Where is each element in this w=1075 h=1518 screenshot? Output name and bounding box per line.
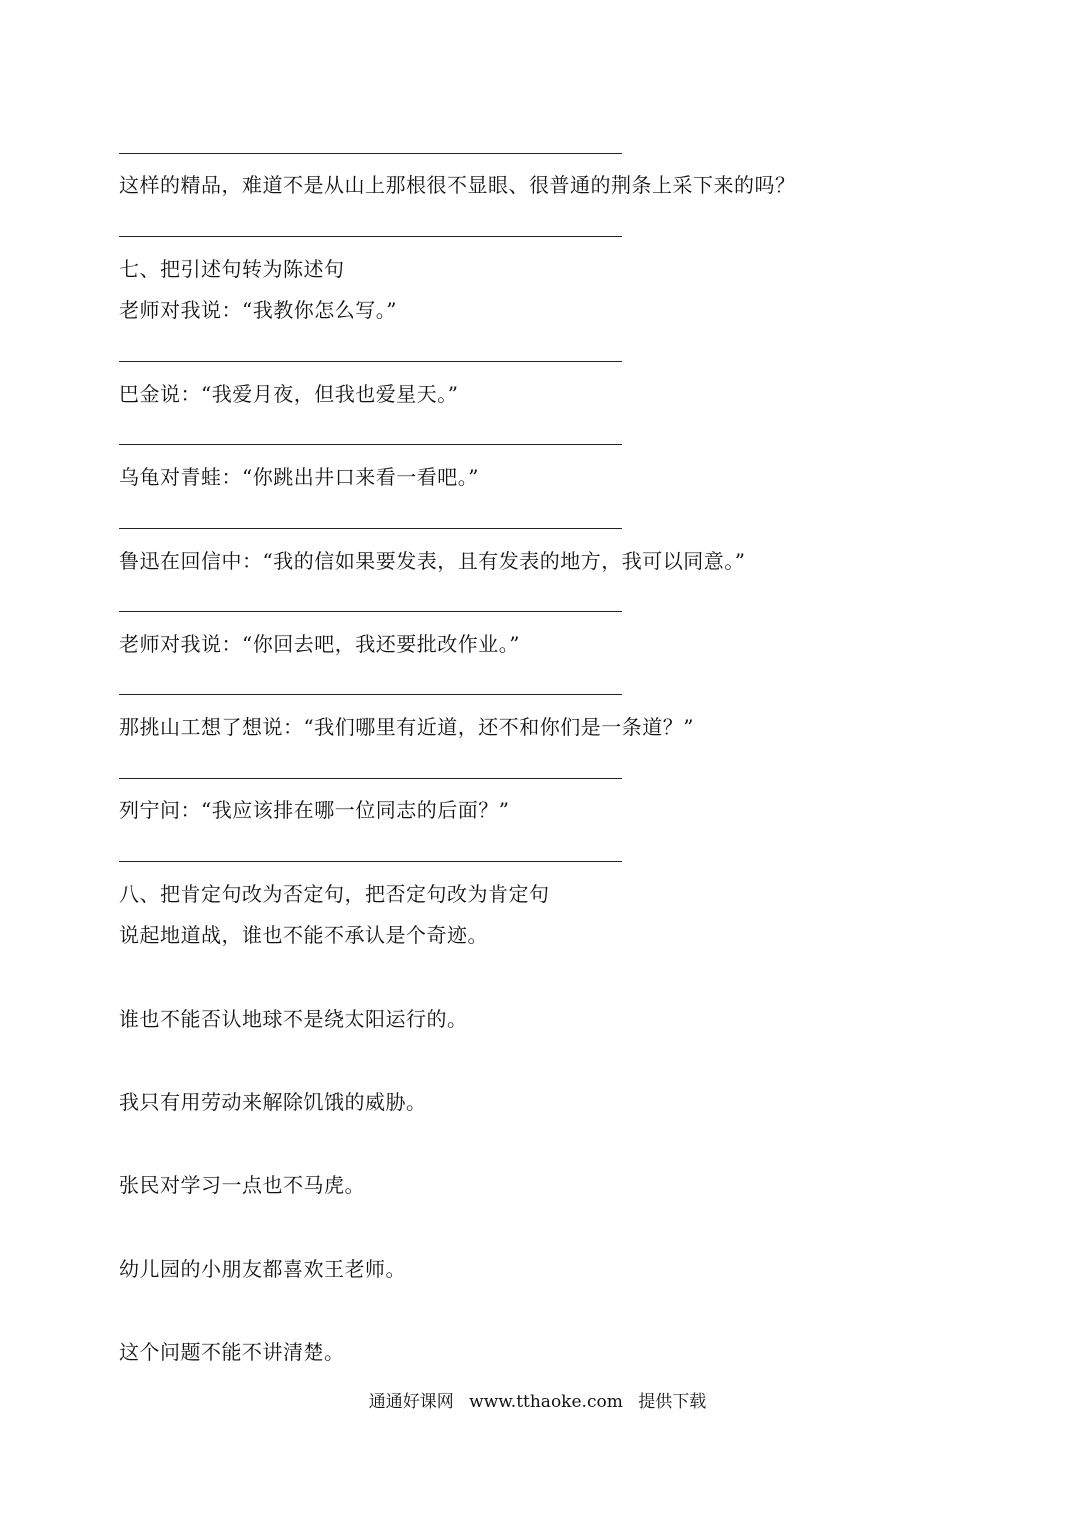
exercise-sentence: 老师对我说：“我教你怎么写。” — [119, 298, 397, 322]
exercise-sentence: 老师对我说：“你回去吧，我还要批改作业。” — [119, 632, 520, 656]
exercise-sentence: 这样的精品，难道不是从山上那根很不显眼、很普通的荆条上采下来的吗？ — [119, 173, 796, 197]
exercise-sentence: 那挑山工想了想说：“我们哪里有近道，还不和你们是一条道？” — [119, 715, 694, 739]
exercise-sentence: 我只有用劳动来解除饥饿的威胁。 — [119, 1090, 427, 1114]
exercise-sentence: 幼儿园的小朋友都喜欢王老师。 — [119, 1257, 406, 1281]
exercise-sentence: 谁也不能否认地球不是绕太阳运行的。 — [119, 1007, 468, 1031]
exercise-sentence: 张民对学习一点也不马虎。 — [119, 1173, 365, 1197]
exercise-sentence: 乌龟对青蛙：“你跳出井口来看一看吧。” — [119, 465, 479, 489]
answer-line — [119, 444, 622, 445]
footer-site-name: 通通好课网 — [368, 1392, 454, 1412]
answer-line — [119, 236, 622, 237]
page-footer — [0, 1390, 1075, 1414]
section-heading-8: 八、把肯定句改为否定句，把否定句改为肯定句 — [119, 882, 550, 906]
answer-line — [119, 361, 622, 362]
answer-line — [119, 528, 622, 529]
exercise-sentence: 巴金说：“我爱月夜，但我也爱星天。” — [119, 382, 459, 406]
exercise-sentence: 说起地道战，谁也不能不承认是个奇迹。 — [119, 923, 488, 947]
footer-url[interactable]: www.tthaoke.com — [469, 1392, 623, 1412]
footer-note: 提供下载 — [638, 1392, 707, 1412]
answer-line — [119, 611, 622, 612]
answer-line — [119, 694, 622, 695]
section-heading-7: 七、把引述句转为陈述句 — [119, 257, 345, 281]
answer-line — [119, 778, 622, 779]
exercise-sentence: 列宁问：“我应该排在哪一位同志的后面？” — [119, 798, 510, 822]
answer-line — [119, 153, 622, 154]
exercise-sentence: 这个问题不能不讲清楚。 — [119, 1340, 345, 1364]
exercise-sentence: 鲁迅在回信中：“我的信如果要发表，且有发表的地方，我可以同意。” — [119, 549, 746, 573]
answer-line — [119, 861, 622, 862]
